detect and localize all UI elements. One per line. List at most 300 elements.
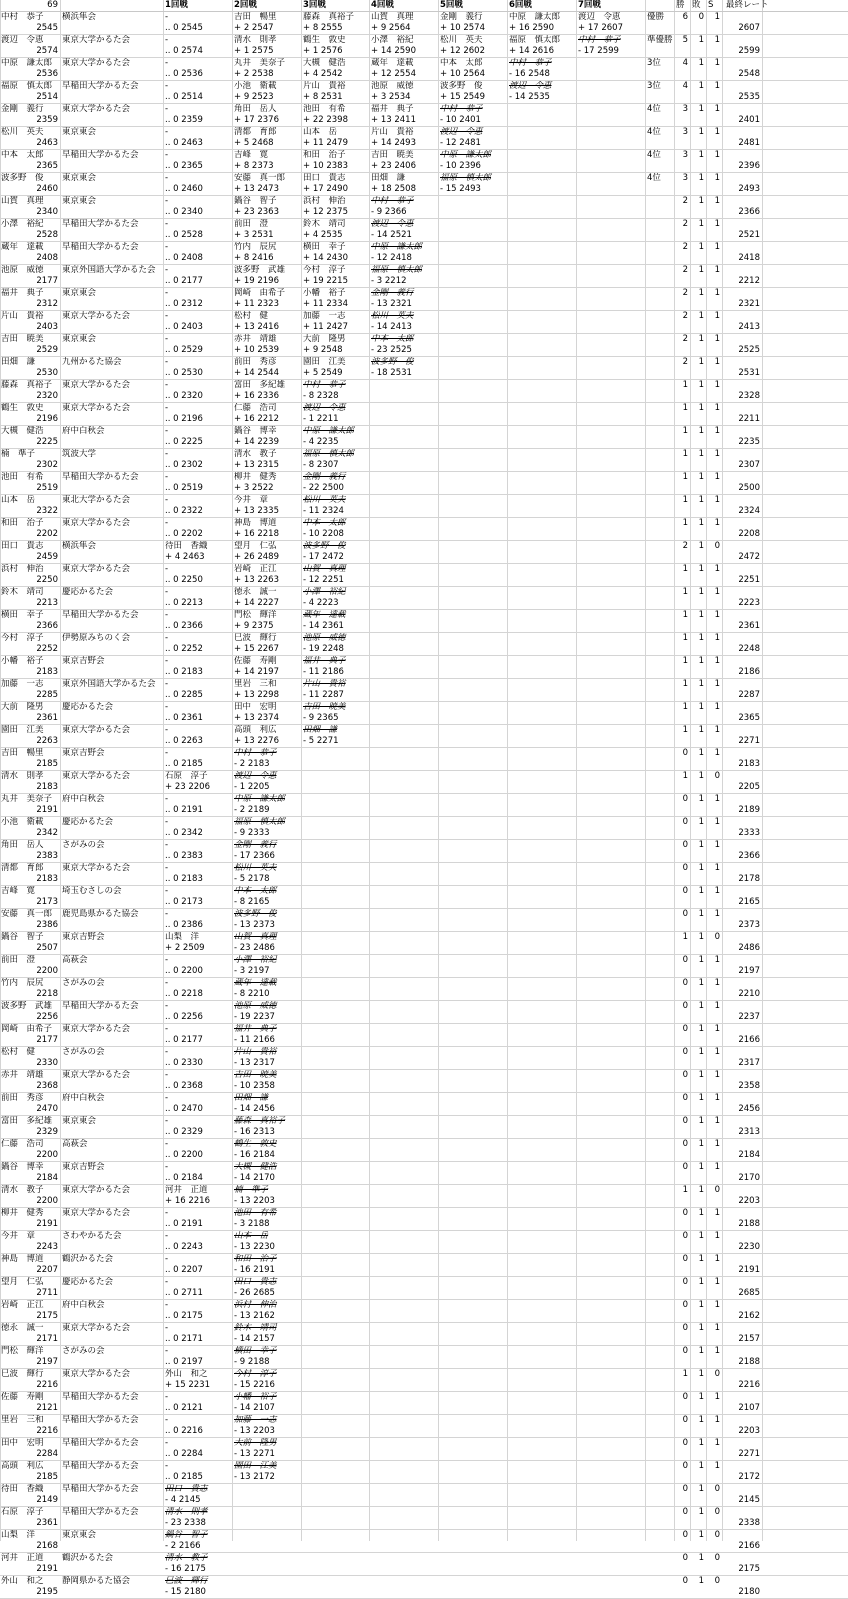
- initial-rating: 2200: [36, 1150, 58, 1160]
- round-opponent: 波多野 俊: [234, 909, 277, 919]
- final-rating: 2481: [738, 138, 760, 148]
- round-result: .. 0 2121: [165, 1403, 203, 1413]
- wins: 0: [682, 1277, 688, 1287]
- initial-rating: 2519: [36, 483, 58, 493]
- player-name: 福井 典子: [1, 288, 44, 298]
- round-result: - 8 2307: [303, 460, 339, 470]
- round-opponent: -: [165, 173, 169, 183]
- round-result: + 8 2373: [234, 161, 274, 171]
- player-club: 慶応かるた会: [62, 702, 114, 712]
- placement: 4位: [647, 127, 661, 137]
- wins: 1: [682, 426, 688, 436]
- round-result: - 2 2166: [165, 1541, 201, 1551]
- round-result: - 11 2186: [303, 667, 344, 677]
- wins: 0: [682, 1507, 688, 1517]
- round-opponent: 佐藤 寿剛: [234, 656, 277, 666]
- round-opponent: 吉田 暁美: [303, 702, 346, 712]
- round-result: + 16 2212: [234, 414, 279, 424]
- final-rating: 2248: [738, 644, 760, 654]
- round-opponent: 蔵年 達載: [371, 58, 414, 68]
- round-opponent: 横田 幸子: [303, 242, 346, 252]
- final-rating: 2165: [738, 897, 760, 907]
- wins: 0: [682, 1415, 688, 1425]
- player-name: 片山 貴裕: [1, 311, 44, 321]
- player-club: さがみの会: [62, 840, 105, 850]
- round-opponent: 小澤 裕紀: [234, 955, 277, 965]
- round-result: + 8 2416: [234, 253, 274, 263]
- round-opponent: 田口 貴志: [303, 173, 346, 183]
- round-result: - 13 2230: [234, 1242, 275, 1252]
- player-club: 筑波大学: [62, 449, 97, 459]
- round-opponent: 横田 幸子: [234, 1346, 277, 1356]
- s-value: 1: [714, 748, 720, 758]
- round-opponent: -: [165, 656, 169, 666]
- round-opponent: 清水 則孝: [165, 1507, 208, 1517]
- player-club: さがみの会: [62, 1346, 105, 1356]
- round-result: + 17 2490: [303, 184, 348, 194]
- losses: 1: [698, 1392, 704, 1402]
- round-opponent: 山賀 真理: [303, 564, 346, 574]
- player-name: 山賀 真理: [1, 196, 44, 206]
- round-result: .. 0 2284: [165, 1449, 203, 1459]
- round-result: - 9 2333: [234, 828, 270, 838]
- round-result: + 16 2216: [165, 1196, 210, 1206]
- round-opponent: 清都 育郎: [234, 127, 277, 137]
- round-result: .. 0 2250: [165, 575, 203, 585]
- player-row: [0, 978, 848, 1001]
- wins: 2: [682, 242, 688, 252]
- round-result: - 13 2373: [234, 920, 275, 930]
- initial-rating: 2185: [36, 759, 58, 769]
- round-opponent: -: [165, 35, 169, 45]
- s-value: 1: [714, 1162, 720, 1172]
- player-club: 東京東会: [62, 334, 97, 344]
- initial-rating: 2225: [36, 437, 58, 447]
- round-result: - 2 2183: [234, 759, 270, 769]
- round-result: .. 0 2183: [165, 874, 203, 884]
- round-opponent: -: [165, 380, 169, 390]
- round-result: .. 0 2366: [165, 621, 203, 631]
- losses: 1: [698, 81, 704, 91]
- losses: 1: [698, 1001, 704, 1011]
- initial-rating: 2329: [36, 1127, 58, 1137]
- round-opponent: 清水 則孝: [234, 35, 277, 45]
- round-result: - 4 2145: [165, 1495, 201, 1505]
- round-opponent: 石原 淳子: [165, 771, 208, 781]
- placement: 3位: [647, 58, 661, 68]
- player-row: [0, 1484, 848, 1507]
- losses: 1: [698, 1369, 704, 1379]
- initial-rating: 2342: [36, 828, 58, 838]
- player-row: [0, 35, 848, 58]
- losses: 1: [698, 242, 704, 252]
- player-row: [0, 886, 848, 909]
- player-name: 清水 教子: [1, 1185, 44, 1195]
- round-opponent: -: [165, 1277, 169, 1287]
- wins: 2: [682, 311, 688, 321]
- final-rating: 2188: [738, 1357, 760, 1367]
- round-result: + 13 2473: [234, 184, 279, 194]
- round-opponent: 金剛 義行: [440, 12, 483, 22]
- final-rating: 2183: [738, 759, 760, 769]
- round-opponent: 門松 輝洋: [234, 610, 277, 620]
- player-name: 大槻 健浩: [1, 426, 44, 436]
- final-rating: 2188: [738, 1219, 760, 1229]
- player-row: [0, 1208, 848, 1231]
- wins: 3: [682, 104, 688, 114]
- round-result: + 11 2479: [303, 138, 348, 148]
- player-name: 高頭 利広: [1, 1461, 44, 1471]
- s-value: 1: [714, 104, 720, 114]
- s-value: 1: [714, 1323, 720, 1333]
- player-name: 鈴木 靖司: [1, 587, 44, 597]
- round-result: + 14 2239: [234, 437, 279, 447]
- wins: 0: [682, 1001, 688, 1011]
- final-rating: 2324: [738, 506, 760, 516]
- final-rating: 2180: [738, 1587, 760, 1597]
- wins: 0: [682, 1438, 688, 1448]
- initial-rating: 2361: [36, 1518, 58, 1528]
- round-opponent: -: [165, 886, 169, 896]
- round-result: + 10 2564: [440, 69, 485, 79]
- losses: 1: [698, 679, 704, 689]
- round-opponent: 中本 太郎: [303, 518, 346, 528]
- round-opponent: 清水 教子: [165, 1553, 208, 1563]
- s-value: 1: [714, 12, 720, 22]
- initial-rating: 2330: [36, 1058, 58, 1068]
- round-result: - 16 2184: [234, 1150, 275, 1160]
- wins: 1: [682, 380, 688, 390]
- player-club: 東京東会: [62, 127, 97, 137]
- wins: 1: [682, 518, 688, 528]
- round-result: + 13 2411: [371, 115, 416, 125]
- player-name: 前田 秀彦: [1, 1093, 44, 1103]
- player-row: [0, 909, 848, 932]
- round-opponent: 田畑 謙: [234, 1093, 269, 1103]
- round-opponent: 中原 謙太郎: [509, 12, 561, 22]
- initial-rating: 2183: [36, 874, 58, 884]
- player-row: [0, 1024, 848, 1047]
- round-result: .. 0 2207: [165, 1265, 203, 1275]
- wins: 1: [682, 449, 688, 459]
- losses: 1: [698, 1047, 704, 1057]
- player-club: 東京大学かるた会: [62, 518, 131, 528]
- initial-rating: 2340: [36, 207, 58, 217]
- round-opponent: 鈴木 靖司: [234, 1323, 277, 1333]
- losses: 1: [698, 449, 704, 459]
- round-result: .. 0 2386: [165, 920, 203, 930]
- player-name: 山本 岳: [1, 495, 36, 505]
- round-result: .. 0 2200: [165, 966, 203, 976]
- losses: 1: [698, 311, 704, 321]
- player-name: 小池 衛載: [1, 817, 44, 827]
- s-value: 1: [714, 127, 720, 137]
- initial-rating: 2173: [36, 897, 58, 907]
- player-club: 東京吉野会: [62, 656, 105, 666]
- round-opponent: -: [165, 1415, 169, 1425]
- round-opponent: 大槻 健浩: [234, 1162, 277, 1172]
- round-opponent: 岡崎 由希子: [234, 288, 286, 298]
- final-rating: 2599: [738, 46, 760, 56]
- player-row: [0, 748, 848, 771]
- player-club: 府中白秋会: [62, 794, 105, 804]
- round-opponent: 赤井 靖雄: [234, 334, 277, 344]
- round-result: .. 0 2514: [165, 92, 203, 102]
- player-name: 池原 威徳: [1, 265, 44, 275]
- player-club: 埼玉むさしの会: [62, 886, 122, 896]
- player-row: [0, 1093, 848, 1116]
- round-result: + 13 2416: [234, 322, 279, 332]
- player-club: 高萩会: [62, 1139, 88, 1149]
- round-result: - 14 2107: [234, 1403, 275, 1413]
- round-opponent: 望月 仁弘: [234, 541, 277, 551]
- player-club: 早稲田大学かるた会: [62, 1484, 139, 1494]
- header-losses: 敗: [692, 0, 701, 10]
- player-name: 富田 多紀雄: [1, 1116, 53, 1126]
- player-row: [0, 817, 848, 840]
- s-value: 1: [714, 656, 720, 666]
- s-value: 1: [714, 817, 720, 827]
- wins: 1: [682, 679, 688, 689]
- final-rating: 2212: [738, 276, 760, 286]
- losses: 1: [698, 1300, 704, 1310]
- wins: 0: [682, 1346, 688, 1356]
- wins: 0: [682, 1530, 688, 1540]
- initial-rating: 2285: [36, 690, 58, 700]
- initial-rating: 2403: [36, 322, 58, 332]
- player-club: 東京大学かるた会: [62, 58, 131, 68]
- player-row: [0, 58, 848, 81]
- round-result: + 19 2215: [303, 276, 348, 286]
- round-result: + 14 2544: [234, 368, 279, 378]
- player-row: [0, 1369, 848, 1392]
- player-row: [0, 104, 848, 127]
- s-value: 1: [714, 1093, 720, 1103]
- round-result: + 3 2531: [234, 230, 274, 240]
- round-opponent: 中原 謙太郎: [371, 242, 423, 252]
- wins: 1: [682, 403, 688, 413]
- round-opponent: 鶴生 敦史: [303, 35, 346, 45]
- initial-rating: 2195: [36, 1587, 58, 1597]
- initial-rating: 2183: [36, 782, 58, 792]
- round-opponent: -: [165, 334, 169, 344]
- round-opponent: 中原 謙太郎: [234, 794, 286, 804]
- player-club: 府中白秋会: [62, 1300, 105, 1310]
- losses: 1: [698, 1507, 704, 1517]
- round-result: .. 0 2175: [165, 1311, 203, 1321]
- player-row: [0, 1553, 848, 1576]
- round-result: - 11 2324: [303, 506, 344, 516]
- round-result: + 17 2376: [234, 115, 279, 125]
- wins: 0: [682, 1553, 688, 1563]
- s-value: 1: [714, 495, 720, 505]
- round-opponent: -: [165, 357, 169, 367]
- round-result: .. 0 2383: [165, 851, 203, 861]
- wins: 2: [682, 541, 688, 551]
- losses: 1: [698, 610, 704, 620]
- round-result: - 13 2203: [234, 1426, 275, 1436]
- initial-rating: 2368: [36, 1081, 58, 1091]
- final-rating: 2548: [738, 69, 760, 79]
- round-opponent: 大槻 健浩: [303, 58, 346, 68]
- losses: 1: [698, 1070, 704, 1080]
- player-row: [0, 449, 848, 472]
- initial-rating: 2470: [36, 1104, 58, 1114]
- player-name: 山梨 洋: [1, 1530, 36, 1540]
- wins: 2: [682, 334, 688, 344]
- wins: 1: [682, 472, 688, 482]
- initial-rating: 2459: [36, 552, 58, 562]
- losses: 1: [698, 288, 704, 298]
- round-result: .. 0 2529: [165, 345, 203, 355]
- final-rating: 2307: [738, 460, 760, 470]
- losses: 1: [698, 886, 704, 896]
- losses: 1: [698, 840, 704, 850]
- round-opponent: 吉田 暁美: [234, 1070, 277, 1080]
- losses: 1: [698, 541, 704, 551]
- player-name: 浜村 伸治: [1, 564, 44, 574]
- round-result: + 19 2196: [234, 276, 279, 286]
- round-result: + 3 2534: [371, 92, 411, 102]
- round-opponent: 福原 慎太郎: [440, 173, 492, 183]
- player-club: 東京大学かるた会: [62, 725, 131, 735]
- initial-rating: 2243: [36, 1242, 58, 1252]
- round-result: + 13 2335: [234, 506, 279, 516]
- placement: 4位: [647, 173, 661, 183]
- player-club: 東京東会: [62, 196, 97, 206]
- s-value: 1: [714, 840, 720, 850]
- round-opponent: 田畑 謙: [303, 725, 338, 735]
- s-value: 1: [714, 1438, 720, 1448]
- player-club: 府中白秋会: [62, 1093, 105, 1103]
- final-rating: 2208: [738, 529, 760, 539]
- final-rating: 2531: [738, 368, 760, 378]
- player-name: 福原 慎太郎: [1, 81, 53, 91]
- final-rating: 2237: [738, 1012, 760, 1022]
- final-rating: 2365: [738, 713, 760, 723]
- player-name: 大前 隆男: [1, 702, 44, 712]
- player-club: 東京東会: [62, 1530, 97, 1540]
- round-opponent: -: [165, 150, 169, 160]
- player-row: [0, 150, 848, 173]
- round-opponent: 波多野 俊: [371, 357, 414, 367]
- player-name: 金剛 義行: [1, 104, 44, 114]
- losses: 1: [698, 633, 704, 643]
- round-result: .. 0 2243: [165, 1242, 203, 1252]
- round-opponent: 池田 有希: [303, 104, 346, 114]
- s-value: 0: [714, 771, 720, 781]
- round-result: .. 0 2213: [165, 598, 203, 608]
- s-value: 1: [714, 403, 720, 413]
- round-result: .. 0 2225: [165, 437, 203, 447]
- round-opponent: -: [165, 1208, 169, 1218]
- initial-rating: 2177: [36, 1035, 58, 1045]
- round-result: - 14 2535: [509, 92, 550, 102]
- header-wins: 勝: [676, 0, 685, 10]
- player-name: 望月 仁弘: [1, 1277, 44, 1287]
- player-row: [0, 334, 848, 357]
- s-value: 1: [714, 1116, 720, 1126]
- round-result: .. 0 2285: [165, 690, 203, 700]
- initial-rating: 2574: [36, 46, 58, 56]
- player-name: 竹内 辰尻: [1, 978, 44, 988]
- round-opponent: 福原 慎太郎: [234, 817, 286, 827]
- player-name: 吉峰 寛: [1, 886, 36, 896]
- wins: 2: [682, 196, 688, 206]
- round-result: + 13 2263: [234, 575, 279, 585]
- round-result: .. 0 2197: [165, 1357, 203, 1367]
- wins: 1: [682, 725, 688, 735]
- player-row: [0, 242, 848, 265]
- player-club: 伊勢原みちのく会: [62, 633, 131, 643]
- losses: 1: [698, 495, 704, 505]
- player-row: [0, 127, 848, 150]
- s-value: 1: [714, 196, 720, 206]
- player-name: 鍋谷 博幸: [1, 1162, 44, 1172]
- wins: 2: [682, 288, 688, 298]
- wins: 0: [682, 1070, 688, 1080]
- placement: 3位: [647, 81, 661, 91]
- s-value: 1: [714, 357, 720, 367]
- round-result: - 9 2366: [371, 207, 407, 217]
- player-club: 早稲田大学かるた会: [62, 610, 139, 620]
- losses: 1: [698, 196, 704, 206]
- round-result: .. 0 2185: [165, 759, 203, 769]
- s-value: 1: [714, 1070, 720, 1080]
- round-result: .. 0 2252: [165, 644, 203, 654]
- player-row: [0, 1001, 848, 1024]
- round-result: - 12 2418: [371, 253, 412, 263]
- wins: 2: [682, 357, 688, 367]
- wins: 4: [682, 58, 688, 68]
- round-result: .. 0 2545: [165, 23, 203, 33]
- wins: 3: [682, 150, 688, 160]
- s-value: 1: [714, 1392, 720, 1402]
- round-opponent: 中原 謙太郎: [303, 426, 355, 436]
- final-rating: 2401: [738, 115, 760, 125]
- wins: 3: [682, 127, 688, 137]
- round-opponent: 池原 威徳: [371, 81, 414, 91]
- player-rows: [0, 12, 848, 1599]
- round-result: + 10 2574: [440, 23, 485, 33]
- round-result: - 16 2175: [165, 1564, 206, 1574]
- round-result: - 13 2162: [234, 1311, 275, 1321]
- final-rating: 2321: [738, 299, 760, 309]
- initial-rating: 2359: [36, 115, 58, 125]
- round-result: + 14 2493: [371, 138, 416, 148]
- round-opponent: 福井 典子: [371, 104, 414, 114]
- round-opponent: 松川 英夫: [303, 495, 346, 505]
- player-name: 波多野 俊: [1, 173, 44, 183]
- initial-rating: 2184: [36, 1173, 58, 1183]
- s-value: 1: [714, 472, 720, 482]
- round-opponent: 池原 威徳: [234, 1001, 277, 1011]
- final-rating: 2493: [738, 184, 760, 194]
- round-opponent: -: [165, 104, 169, 114]
- player-name: 仁藤 浩司: [1, 1139, 44, 1149]
- initial-rating: 2197: [36, 1357, 58, 1367]
- initial-rating: 2386: [36, 920, 58, 930]
- player-club: 東京大学かるた会: [62, 311, 131, 321]
- player-name: 中本 太郎: [1, 150, 44, 160]
- round-result: .. 0 2185: [165, 1472, 203, 1482]
- round-opponent: -: [165, 633, 169, 643]
- losses: 1: [698, 518, 704, 528]
- player-name: 石原 淳子: [1, 1507, 44, 1517]
- round-result: + 15 2549: [440, 92, 485, 102]
- wins: 0: [682, 1093, 688, 1103]
- round-opponent: 園田 江美: [234, 1461, 277, 1471]
